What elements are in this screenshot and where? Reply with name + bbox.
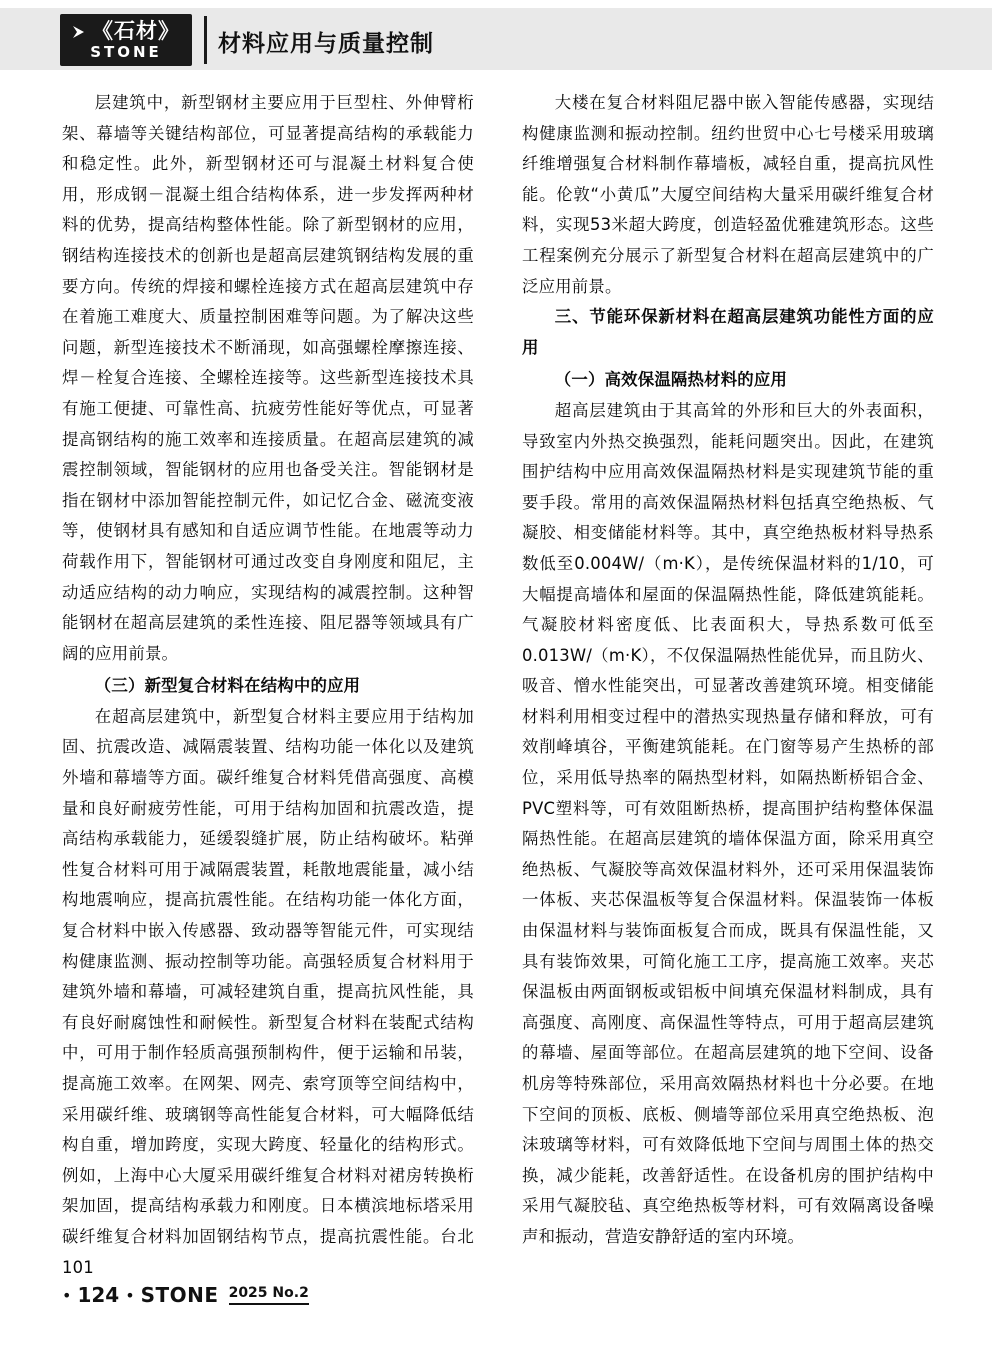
right-column bbox=[522, 88, 934, 1273]
header-divider bbox=[204, 16, 207, 64]
paragraph: 在超高层建筑中，新型复合材料主要应用于结构加固、抗震改造、减隔震装置、结构功能一体化以及建筑外墙和幕墙等方面。碳纤维复合材料凭借高强度、高模量和良好耐疲劳性能，可用于结构加固和抗震改造，提高结构承载能力，延缓裂缝扩展，防止结构破坏。粘弹性复合材料可用于减隔震装置，耗散地震能量，减小结构地震响应，提高抗震性能。在结构功能一体化方面，复合材料中嵌入传感器、致动器等智能元件，可实现结构健康监测、振动控制等功能。高强轻质复合材料用于建筑外墙和幕墙，可减轻建筑自重，提高抗风性能，具有良好耐腐蚀性和耐候性。新型复合材料在装配式结构中，可用于制作轻质高强预制构件，便于运输和吊装，提高施工效率。在网架、网壳、索穹顶等空间结构中，采用碳纤维、玻璃钢等高性能复合材料，可大幅降低结构自重，增加跨度，实现大跨度、轻量化的结构形式。例如，上海中心大厦采用碳纤维复合材料对裙房转换桁架加固，提高结构承载力和刚度。日本横滨地标塔采用碳纤维复合材料加固钢结构节点，提高抗震性能。台北101 bbox=[62, 706, 474, 1277]
article-body bbox=[62, 88, 934, 1277]
logo-english-text: STONE bbox=[90, 42, 162, 61]
footer-bullet-left: • bbox=[62, 1285, 72, 1305]
subsection-heading-insulation: （一）高效保温隔热材料的应用 bbox=[554, 370, 788, 390]
page-section-title: 材料应用与质量控制 bbox=[218, 31, 434, 57]
logo-chinese-text: 《石材》 bbox=[92, 18, 180, 43]
footer-bullet-right: • bbox=[125, 1285, 135, 1305]
page-header bbox=[0, 0, 992, 78]
page-footer bbox=[62, 1280, 934, 1310]
left-column bbox=[62, 88, 474, 1277]
page-number: 124 bbox=[77, 1283, 120, 1307]
footer-brand: STONE bbox=[140, 1283, 219, 1307]
footer-issue: 2025 No.2 bbox=[229, 1285, 309, 1305]
subsection-heading-composite: （三）新型复合材料在结构中的应用 bbox=[94, 676, 361, 696]
paragraph: 大楼在复合材料阻尼器中嵌入智能传感器，实现结构健康监测和振动控制。纽约世贸中心七号楼采用玻璃纤维增强复合材料制作幕墙板，减轻自重，提高抗风性能。伦敦“小黄瓜”大厦空间结构大量采用碳纤维复合材料，实现53米超大跨度，创造轻盈优雅建筑形态。这些工程案例充分展示了新型复合材料在超高层建筑中的广泛应用前景。 bbox=[522, 93, 934, 296]
paragraph: 超高层建筑由于其高耸的外形和巨大的外表面积，导致室内外热交换强烈，能耗问题突出。因此，在建筑围护结构中应用高效保温隔热材料是实现建筑节能的重要手段。常用的高效保温隔热材料包括真空绝热板、气凝胶、相变储能材料等。其中，真空绝热板材料导热系数低至0.004W/（m·K），是传统保温材料的1/10，可大幅提高墙体和屋面的保温隔热性能，降低建筑能耗。气凝胶材料密度低、比表面积大，导热系数可低至0.013W/（m·K），不仅保温隔热性能优异，而且防火、吸音、憎水性能突出，可显著改善建筑环境。相变储能材料利用相变过程中的潜热实现热量存储和释放，可有效削峰填谷，平衡建筑能耗。在门窗等易产生热桥的部位，采用低导热率的隔热型材料，如隔热断桥铝合金、PVC塑料等，可有效阻断热桥，提高围护结构整体保温隔热性能。在超高层建筑的墙体保温方面，除采用真空绝热板、气凝胶等高效保温材料外，还可采用保温装饰一体板、夹芯保温板等复合保温材料。保温装饰一体板由保温材料与装饰面板复合而成，既具有保温性能，又具有装饰效果，可简化施工工序，提高施工效率。夹芯保温板由两面钢板或铝板中间填充保温材料制成，具有高强度、高刚度、高保温性等特点，可用于超高层建筑的幕墙、屋面等部位。在超高层建筑的地下空间、设备机房等特殊部位，采用高效隔热材料也十分必要。在地下空间的顶板、底板、侧墙等部位采用真空绝热板、泡沫玻璃等材料，可有效降低地下空间与周围土体的热交换，减少能耗，改善舒适性。在设备机房的围护结构中采用气凝胶毡、真空绝热板等材料，可有效隔离设备噪声和振动，营造安静舒适的室内环境。 bbox=[522, 400, 934, 1246]
magazine-logo bbox=[60, 14, 192, 66]
section-heading-three: 三、节能环保新材料在超高层建筑功能性方面的应用 bbox=[522, 307, 934, 357]
logo-chinese-name bbox=[72, 18, 180, 43]
arrow-mark-icon bbox=[72, 23, 88, 39]
paragraph: 层建筑中，新型钢材主要应用于巨型柱、外伸臂桁架、幕墙等关键结构部位，可显著提高结构的承载能力和稳定性。此外，新型钢材还可与混凝土材料复合使用，形成钢－混凝土组合结构体系，进一步发挥两种材料的优势，提高结构整体性能。除了新型钢材的应用，钢结构连接技术的创新也是超高层建筑钢结构发展的重要方向。传统的焊接和螺栓连接方式在超高层建筑中存在着施工难度大、质量控制困难等问题。为了解决这些问题，新型连接技术不断涌现，如高强螺栓摩擦连接、焊－栓复合连接、全螺栓连接等。这些新型连接技术具有施工便捷、可靠性高、抗疲劳性能好等优点，可显著提高钢结构的施工效率和连接质量。在超高层建筑的减震控制领域，智能钢材的应用也备受关注。智能钢材是指在钢材中添加智能控制元件，如记忆合金、磁流变液等，使钢材具有感知和自适应调节性能。在地震等动力荷载作用下，智能钢材可通过改变自身刚度和阻尼，主动适应结构的动力响应，实现结构的减震控制。这种智能钢材在超高层建筑的柔性连接、阻尼器等领域具有广阔的应用前景。 bbox=[62, 93, 474, 663]
